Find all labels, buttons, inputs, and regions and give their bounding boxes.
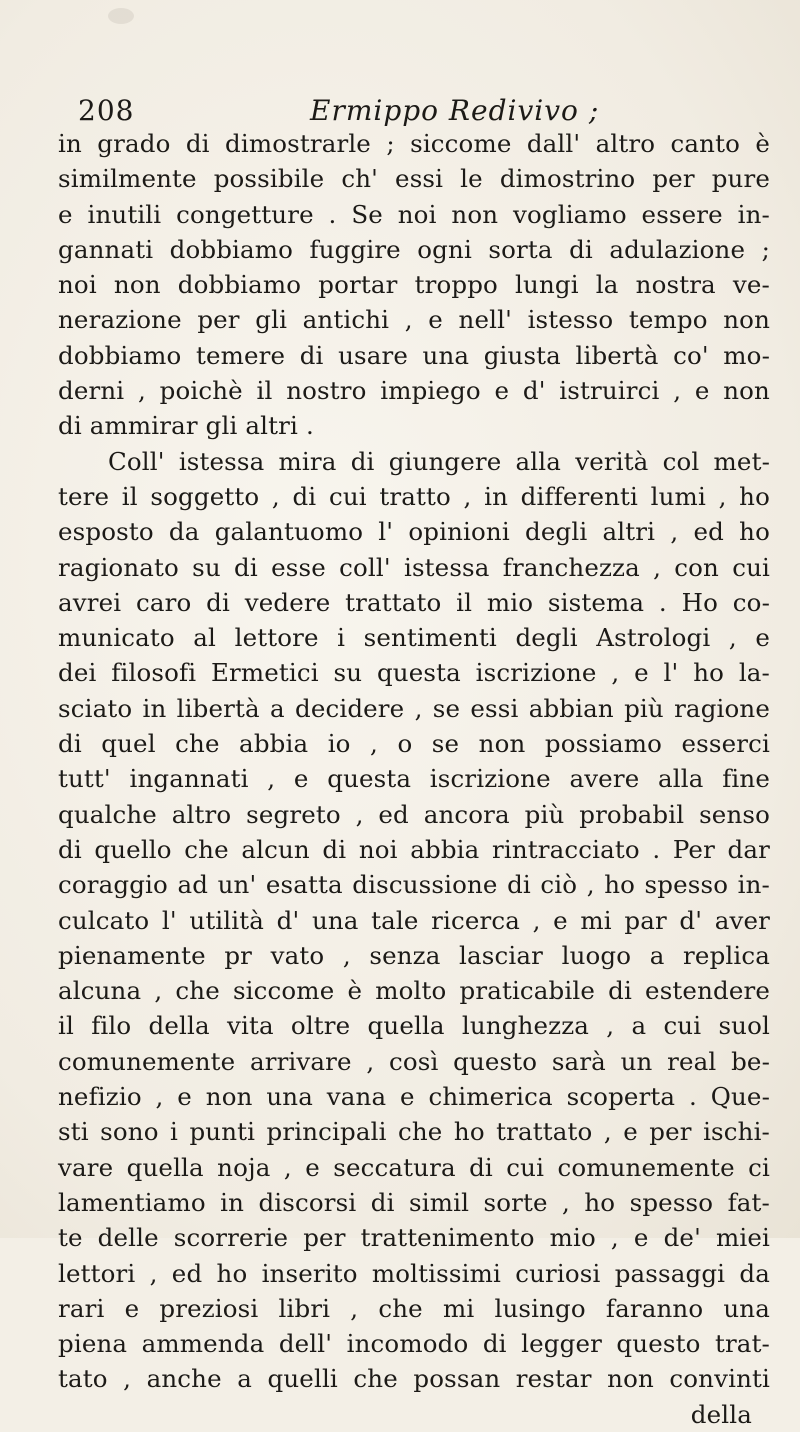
- text-line: municato al lettore i sentimenti degli Astrologi , e: [58, 623, 770, 653]
- page-header: [78, 94, 718, 130]
- catchword: della: [690, 1399, 752, 1429]
- page-number: 208: [78, 94, 135, 127]
- text-line: tato , anche a quelli che possan restar non convinti: [58, 1364, 770, 1394]
- text-line: dei filosofi Ermetici su questa iscrizione , e l' ho la-: [58, 658, 770, 688]
- text-line: vare quella noja , e seccatura di cui comunemente ci: [58, 1152, 770, 1182]
- running-head: Ermippo Redivivo ;: [310, 94, 600, 127]
- text-line: similmente possibile ch' essi le dimostrino per pure: [58, 164, 770, 194]
- text-line: di ammirar gli altri .: [58, 411, 314, 441]
- text-line: qualche altro segreto , ed ancora più probabil senso: [58, 799, 770, 829]
- text-line: ragionato su di esse coll' istessa franchezza , con cui: [58, 552, 770, 582]
- text-line: gannati dobbiamo fuggire ogni sorta di adulazione ;: [58, 234, 770, 264]
- text-line: nerazione per gli antichi , e nell' istesso tempo non: [58, 305, 770, 335]
- text-line: lettori , ed ho inserito moltissimi curiosi passaggi da: [58, 1258, 770, 1288]
- text-line: tutt' ingannati , e questa iscrizione avere alla fine: [58, 764, 770, 794]
- text-line: Coll' istessa mira di giungere alla verità col met-: [108, 446, 770, 476]
- text-line: noi non dobbiamo portar troppo lungi la nostra ve-: [58, 270, 770, 300]
- text-line: tere il soggetto , di cui tratto , in differenti lumi , ho: [58, 481, 770, 511]
- text-line: lamentiamo in discorsi di simil sorte , ho spesso fat-: [58, 1187, 770, 1217]
- text-line: rari e preziosi libri , che mi lusingo faranno una: [58, 1293, 770, 1323]
- text-line: culcato l' utilità d' una tale ricerca , e mi par d' aver: [58, 905, 770, 935]
- text-line: avrei caro di vedere trattato il mio sistema . Ho co-: [58, 587, 770, 617]
- text-line: dobbiamo temere di usare una giusta libertà co' mo-: [58, 340, 770, 370]
- text-line: esposto da galantuomo l' opinioni degli altri , ed ho: [58, 517, 770, 547]
- text-line: comunemente arrivare , così questo sarà un real be-: [58, 1046, 770, 1076]
- text-line: alcuna , che siccome è molto praticabile di estendere: [58, 976, 770, 1006]
- text-line: in grado di dimostrarle ; siccome dall' altro canto è: [58, 129, 770, 158]
- paper-stain: [108, 8, 134, 24]
- text-line: il filo della vita oltre quella lunghezza , a cui suol: [58, 1011, 770, 1041]
- text-line: pienamente pr vato , senza lasciar luogo a replica: [58, 940, 770, 970]
- text-line: sciato in libertà a decidere , se essi abbian più ragione: [58, 693, 770, 723]
- text-line: di quel che abbia io , o se non possiamo esserci: [58, 729, 770, 759]
- text-line: di quello che alcun di noi abbia rintracciato . Per dar: [58, 834, 770, 864]
- text-line: nefizio , e non una vana e chimerica scoperta . Que-: [58, 1082, 770, 1112]
- text-line: coraggio ad un' esatta discussione di ciò , ho spesso in-: [58, 870, 770, 900]
- text-line: derni , poichè il nostro impiego e d' istruirci , e non: [58, 376, 770, 406]
- text-line: e inutili congetture . Se noi non vogliamo essere in-: [58, 199, 770, 229]
- text-line: sti sono i punti principali che ho trattato , e per ischi-: [58, 1117, 770, 1147]
- body-text: [58, 126, 770, 1432]
- text-line: te delle scorrerie per trattenimento mio , e de' miei: [58, 1223, 770, 1253]
- text-line: piena ammenda dell' incomodo di legger questo trat-: [58, 1329, 770, 1359]
